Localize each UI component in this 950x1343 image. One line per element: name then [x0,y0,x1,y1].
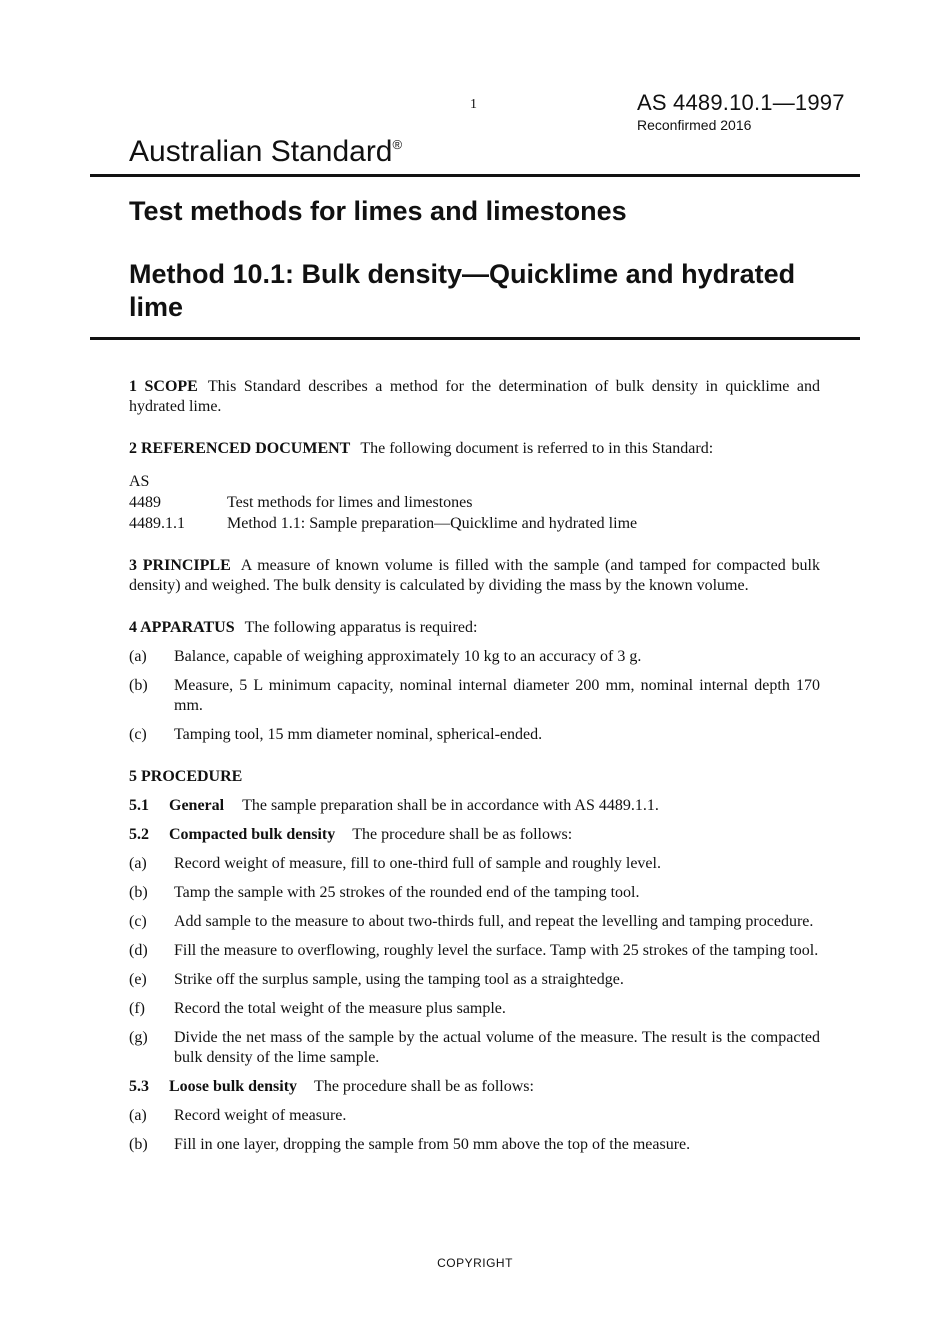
list-item [129,970,820,990]
reference-row [129,513,820,534]
item-text: Strike off the surplus sample, using the tamping tool as a straightedge. [174,971,624,988]
list-item [129,883,820,903]
reconfirmed-note: Reconfirmed 2016 [637,117,752,133]
top-rule [90,174,860,177]
reference-code: 4489.1.1 [129,515,185,532]
title-bottom-rule [90,337,860,340]
item-text: Record the total weight of the measure plus sample. [174,1000,506,1017]
item-label: (g) [129,1029,148,1046]
item-label: (b) [129,884,148,901]
section-principle [129,556,820,596]
registered-mark: ® [392,137,403,152]
item-label: (f) [129,1000,145,1017]
item-text: Divide the net mass of the sample by the actual volume of the measure. The result is the compacted bulk density of the lime sample. [174,1029,820,1066]
item-text: Measure, 5 L minimum capacity, nominal internal diameter 200 mm, nominal internal depth 170 mm. [174,677,820,714]
item-label: (d) [129,942,148,959]
item-text: Tamping tool, 15 mm diameter nominal, spherical-ended. [174,726,543,743]
reference-prefix-text: AS [129,473,150,490]
subsection-text: The procedure shall be as follows: [314,1078,534,1095]
reference-row [129,492,820,513]
list-item [129,647,820,667]
subsection-general [129,796,820,816]
subsection-number: 5.2 [129,826,149,843]
procedure-heading: 5 PROCEDURE [129,768,243,785]
referenced-text: The following document is referred to in this Standard: [360,440,714,457]
section-apparatus [129,618,820,638]
copyright-footer: COPYRIGHT [437,1256,513,1270]
item-text: Fill the measure to overflowing, roughly level the surface. Tamp with 25 strokes of the tamping tool. [174,942,819,959]
item-label: (c) [129,726,147,743]
section-scope [129,377,820,417]
scope-text: This Standard describes a method for the determination of bulk density in quicklime and hydrated lime. [129,378,821,415]
reference-title: Method 1.1: Sample preparation—Quicklime and hydrated lime [227,515,638,532]
apparatus-text: The following apparatus is required: [244,619,478,636]
subsection-title: Loose bulk density [169,1078,298,1095]
method-title: Method 10.1: Bulk density—Quicklime and hydrated lime [129,259,796,322]
list-item [129,725,820,745]
item-text: Tamp the sample with 25 strokes of the rounded end of the tamping tool. [174,884,640,901]
item-text: Add sample to the measure to about two-thirds full, and repeat the levelling and tamping procedure. [174,913,814,930]
item-label: (e) [129,971,147,988]
subsection-number: 5.3 [129,1078,149,1095]
subsection-title: General [169,797,225,814]
subsection-text: The procedure shall be as follows: [352,826,573,843]
item-text: Record weight of measure, fill to one-third full of sample and roughly level. [174,855,661,872]
list-item [129,676,820,716]
item-text: Balance, capable of weighing approximately 10 kg to an accuracy of 3 g. [174,648,642,665]
subsection-number: 5.1 [129,797,149,814]
reference-list [129,471,820,534]
list-item [129,999,820,1019]
item-label: (c) [129,913,147,930]
principle-text: A measure of known volume is filled with the sample (and tamped for compacted bulk density) and weighed. The bulk density is calculated by dividing the mass by the known volume. [129,557,820,594]
subsection-loose [129,1077,820,1097]
document-body [129,377,820,1164]
reference-title: Test methods for limes and limestones [227,494,473,511]
list-item [129,941,820,961]
subsection-text: The sample preparation shall be in accordance with AS 4489.1.1. [242,797,659,814]
list-item [129,1135,820,1155]
subsection-title: Compacted bulk density [169,826,336,843]
referenced-heading: 2 REFERENCED DOCUMENT [129,440,351,457]
principle-heading: 3 PRINCIPLE [129,557,231,574]
item-text: Record weight of measure. [174,1107,347,1124]
item-label: (a) [129,648,147,665]
item-label: (b) [129,1136,148,1153]
list-item [129,912,820,932]
brand-title [129,135,402,169]
page-number: 1 [470,97,477,112]
section-referenced [129,439,820,459]
brand-text: Australian Standard [129,135,393,168]
list-item [129,854,820,874]
item-label: (b) [129,677,148,694]
item-label: (a) [129,855,147,872]
document-title: Test methods for limes and limestones [129,196,627,226]
list-item [129,1106,820,1126]
item-text: Fill in one layer, dropping the sample from 50 mm above the top of the measure. [174,1136,691,1153]
reference-prefix [129,471,820,492]
reference-code: 4489 [129,494,161,511]
standard-code: AS 4489.10.1—1997 [637,90,845,115]
list-item [129,1028,820,1068]
item-label: (a) [129,1107,147,1124]
subsection-compacted [129,825,820,845]
apparatus-heading: 4 APPARATUS [129,619,235,636]
scope-heading: 1 SCOPE [129,378,198,395]
